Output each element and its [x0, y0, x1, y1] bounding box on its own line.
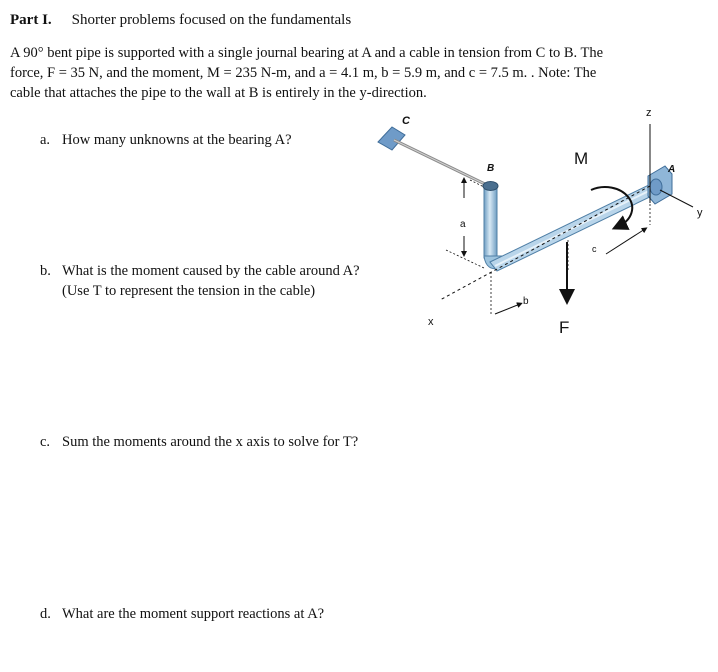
question-b-label: b. — [40, 263, 51, 279]
part-subtitle: Shorter problems focused on the fundamentals — [71, 12, 352, 28]
dim-b-arrow — [495, 304, 520, 314]
pipe-vertical — [484, 186, 497, 258]
label-dim-b: b — [523, 296, 529, 307]
label-y: y — [697, 207, 703, 219]
question-c-text: Sum the moments around the x axis to solve for T? — [62, 434, 359, 450]
question-c-label: c. — [40, 434, 51, 450]
dim-c-arrow — [606, 229, 645, 254]
wall-anchor-c — [378, 127, 405, 150]
label-dim-c: c — [592, 244, 597, 254]
problem-line-3: cable that attaches the pipe to the wall at B is entirely in the y-direction. — [10, 85, 427, 101]
question-a-label: a. — [40, 132, 51, 148]
label-m: M — [574, 149, 589, 168]
problem-line-2: force, F = 35 N, and the moment, M = 235 N-m, and a = 4.1 m, b = 5.9 m, and c = 7.5 m. . Note: The — [10, 65, 597, 81]
problem-line-1: A 90° bent pipe is supported with a single journal bearing at A and a cable in tension from C to B. The — [10, 45, 604, 61]
part-label: Part I. — [10, 12, 52, 28]
question-d-text: What are the moment support reactions at A? — [62, 606, 325, 622]
question-d-label: d. — [40, 606, 51, 622]
question-b-note: (Use T to represent the tension in the cable) — [62, 283, 316, 299]
label-x: x — [428, 316, 434, 328]
label-f: F — [559, 318, 570, 337]
label-z: z — [646, 107, 652, 119]
label-b: B — [487, 163, 495, 174]
question-a-text: How many unknowns at the bearing A? — [62, 132, 292, 148]
pipe-cap-b — [483, 182, 498, 191]
label-c: C — [402, 115, 410, 127]
label-dim-a: a — [460, 219, 466, 230]
label-a-point: A — [668, 164, 676, 175]
question-b-text: What is the moment caused by the cable around A? — [62, 263, 360, 279]
